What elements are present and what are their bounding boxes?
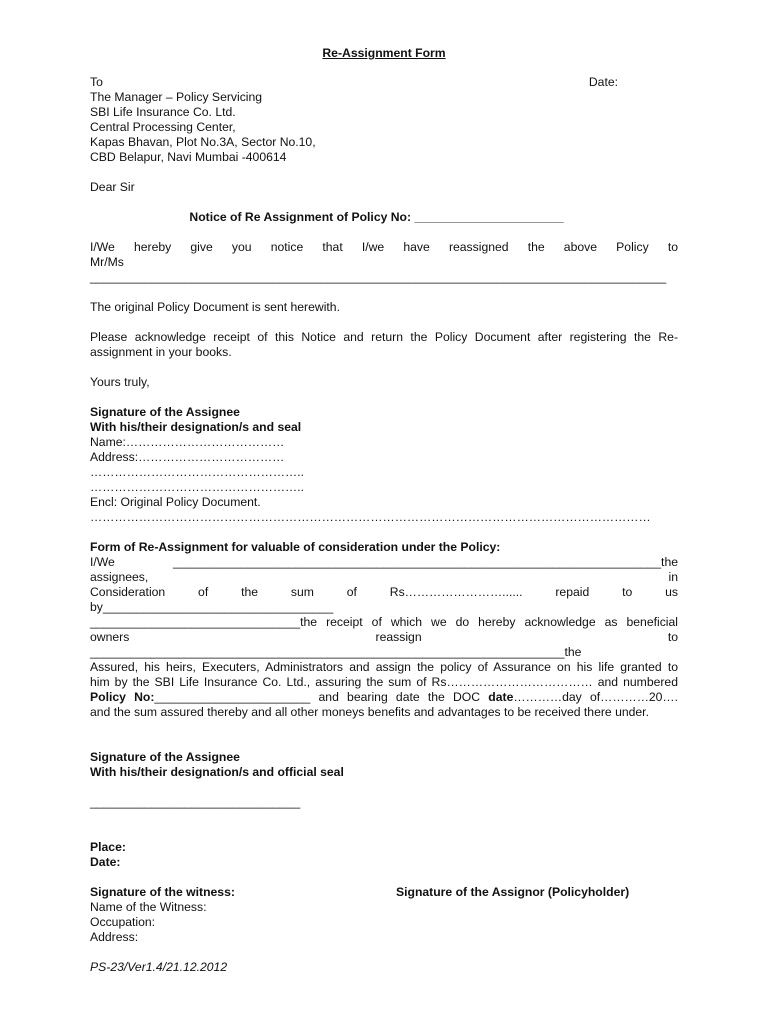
assignee-heading-2: Signature of the Assignee (90, 750, 240, 764)
closing-text: Yours truly, (90, 375, 150, 389)
date-label: Date: (588, 75, 618, 89)
document-page (90, 46, 678, 975)
address-line: Central Processing Center, (90, 120, 236, 134)
assignee-dotted-line: …………………………………………….. (90, 480, 304, 494)
address-line: The Manager – Policy Servicing (90, 90, 263, 104)
address-line: SBI Life Insurance Co. Ltd. (90, 105, 236, 119)
assignor-block (396, 885, 678, 945)
policy-no-rest: _______________________ and bearing date the DOC (154, 690, 489, 704)
assignor-heading: Signature of the Assignor (Policyholder) (396, 885, 630, 899)
notice-line-1: I/We hereby give you notice that I/we have reassigned the above Policy to (90, 240, 678, 254)
form-line: and the sum assured thereby and all other moneys benefits and advantages to be received there under. (90, 705, 649, 719)
witness-address-label: Address: (90, 930, 139, 944)
enclosure-text: Encl: Original Policy Document. (90, 495, 261, 509)
place-label: Place: (90, 840, 126, 854)
notice-line-2: Mr/Ms _____________________________________________________________________________________ (90, 255, 667, 284)
assignee-heading: Signature of the Assignee (90, 405, 240, 419)
witness-heading: Signature of the witness: (90, 885, 235, 899)
witness-occupation-label: Occupation: (90, 915, 156, 929)
assignee-official-seal-heading: With his/their designation/s and official seal (90, 765, 344, 779)
form-line: I/We ________________________________________________________________________the assignees, in (90, 555, 678, 584)
form-line: Assured, his heirs, Executers, Administrators and assign the policy of Assurance on his life granted to (90, 660, 678, 674)
footer-version-code: PS-23/Ver1.4/21.12.2012 (90, 960, 228, 974)
form-line-policy (90, 690, 678, 705)
to-label: To (90, 75, 103, 89)
form-line: _______________________________the receipt of which we do hereby acknowledge as beneficial (90, 615, 678, 629)
notice-heading: Notice of Re Assignment of Policy No: ______________________ (189, 210, 564, 224)
form-line: him by the SBI Life Insurance Co. Ltd., assuring the sum of Rs……………………………… and numbered (90, 675, 678, 689)
signature-line: _______________________________ (90, 795, 301, 809)
reassignment-form-section (90, 540, 678, 720)
date-rest: …………day of…………20…. (513, 690, 679, 704)
date-word: date (488, 690, 514, 704)
witness-block (90, 885, 396, 945)
form-line: Consideration of the sum of Rs……………………...... repaid to us by__________________________________ (90, 585, 678, 614)
assignee-dotted-line: …………………………………………….. (90, 465, 304, 479)
address-line: CBD Belapur, Navi Mumbai -400614 (90, 150, 287, 164)
form-title: Re-Assignment Form (322, 46, 446, 60)
assignee-designation-heading: With his/their designation/s and seal (90, 420, 302, 434)
assignee-address-line: Address:……………………………… (90, 450, 285, 464)
original-doc-text: The original Policy Document is sent herewith. (90, 300, 340, 314)
address-line: Kapas Bhavan, Plot No.3A, Sector No.10, (90, 135, 316, 149)
address-block (90, 75, 678, 165)
signature-columns (90, 885, 678, 945)
form-line: owners reassign to ______________________________________________________________________the (90, 630, 678, 659)
dotted-separator: ………………………………………………………………………………………………………………………… (90, 510, 651, 524)
acknowledge-paragraph: Please acknowledge receipt of this Notice and return the Policy Document after registering the Re-assignment in your books. (90, 330, 678, 359)
assignee-signature-block (90, 405, 678, 525)
notice-paragraph (90, 240, 678, 285)
salutation: Dear Sir (90, 180, 135, 194)
witness-name-label: Name of the Witness: (90, 900, 207, 914)
policy-no-label: Policy No: (90, 690, 155, 704)
assignee-official-signature-block (90, 750, 678, 810)
date-label-2: Date: (90, 855, 121, 869)
form-section-heading: Form of Re-Assignment for valuable of consideration under the Policy: (90, 540, 501, 554)
assignee-name-line: Name:………………………………… (90, 435, 285, 449)
